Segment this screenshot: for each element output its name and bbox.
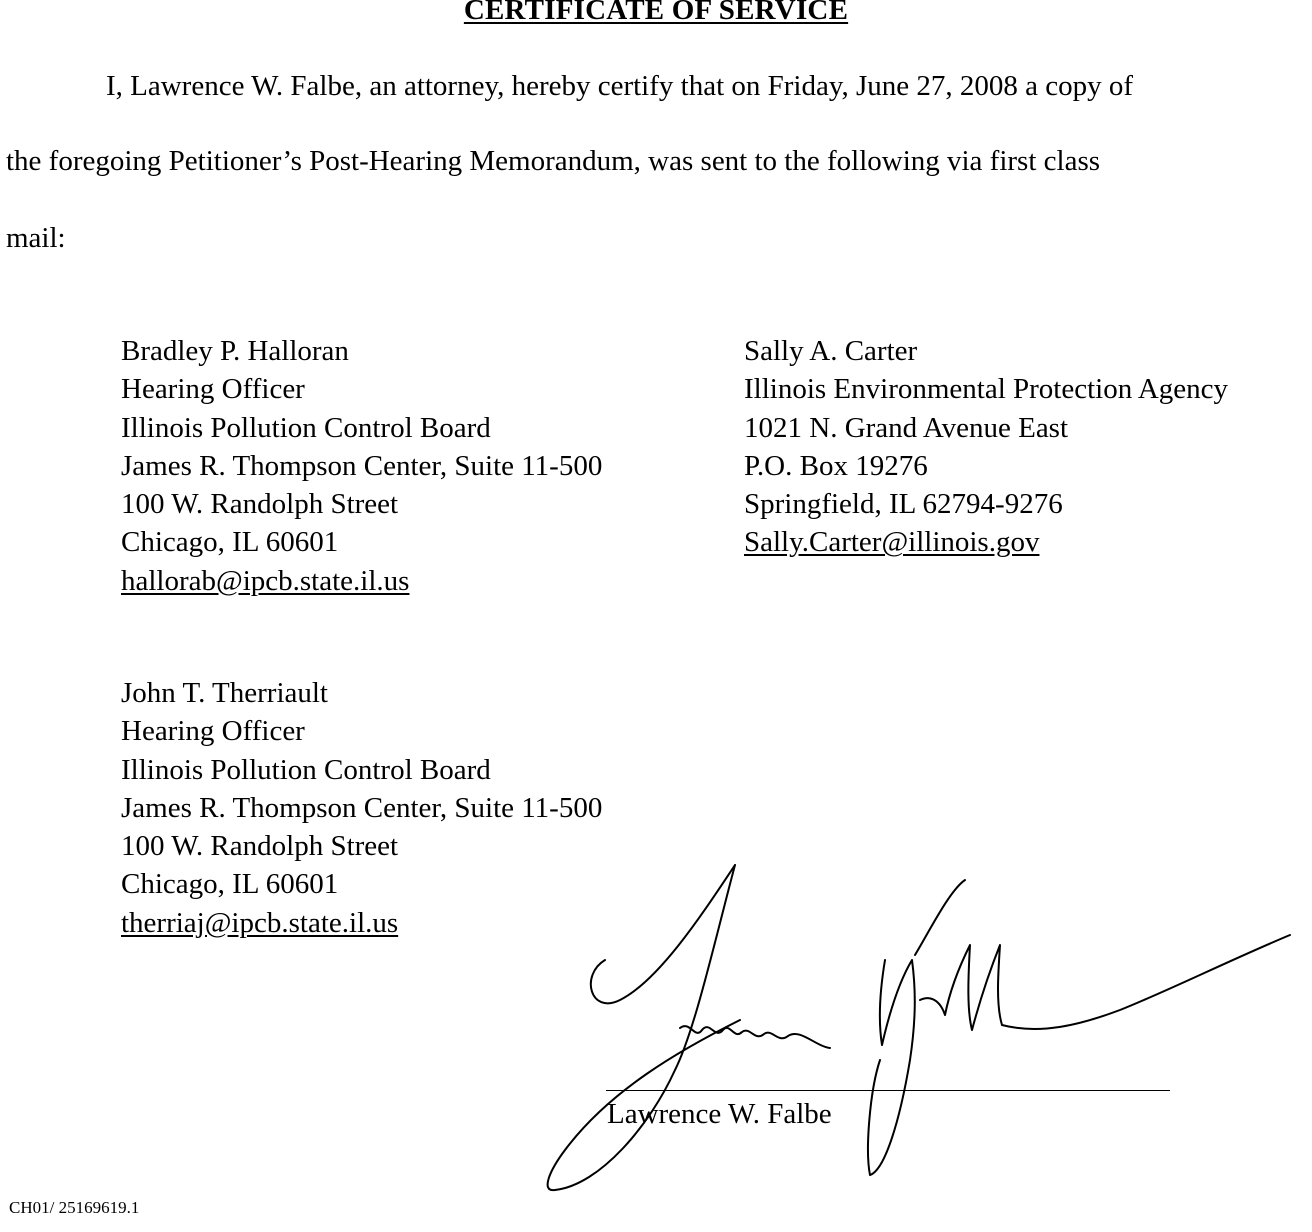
recipient-carter: [744, 332, 1228, 562]
recipient-city: Chicago, IL 60601: [121, 526, 339, 559]
certification-text-line-1: I, Lawrence W. Falbe, an attorney, hereby certify that on Friday, June 27, 2008 a copy of: [106, 70, 1134, 102]
recipient-title: Hearing Officer: [121, 715, 305, 748]
recipient-name: Sally A. Carter: [744, 335, 918, 367]
certification-text-line-3: mail:: [6, 222, 66, 254]
recipient-email-link[interactable]: Sally.Carter@illinois.gov: [744, 526, 1040, 559]
recipient-title: Hearing Officer: [121, 373, 305, 406]
recipient-city: Springfield, IL 62794-9276: [744, 488, 1063, 521]
recipient-city: Chicago, IL 60601: [121, 868, 339, 901]
recipient-address-line-1: James R. Thompson Center, Suite 11-500: [121, 791, 603, 824]
recipient-org: Illinois Pollution Control Board: [121, 411, 491, 444]
document-id: CH01/ 25169619.1: [9, 1198, 140, 1217]
signer-name: Lawrence W. Falbe: [607, 1098, 832, 1130]
recipient-name: Bradley P. Halloran: [121, 335, 349, 367]
recipient-address-line-1: 1021 N. Grand Avenue East: [744, 411, 1069, 444]
recipient-name: John T. Therriault: [121, 677, 328, 709]
recipient-org: Illinois Environmental Protection Agency: [744, 373, 1229, 406]
recipient-address-line-2: P.O. Box 19276: [744, 449, 928, 482]
document-title: CERTIFICATE OF SERVICE: [463, 0, 849, 26]
certification-text-line-2: the foregoing Petitioner’s Post-Hearing Memorandum, was sent to the following via first class: [6, 145, 1101, 177]
recipient-address-line-2: 100 W. Randolph Street: [121, 830, 399, 863]
recipient-org: Illinois Pollution Control Board: [121, 753, 491, 786]
handwritten-signature: [520, 850, 1300, 1210]
recipient-email-link[interactable]: hallorab@ipcb.state.il.us: [121, 564, 410, 597]
recipient-address-line-2: 100 W. Randolph Street: [121, 488, 399, 521]
recipient-halloran: [121, 332, 602, 600]
recipient-address-line-1: James R. Thompson Center, Suite 11-500: [121, 449, 603, 482]
recipient-email-link[interactable]: therriaj@ipcb.state.il.us: [121, 906, 399, 939]
